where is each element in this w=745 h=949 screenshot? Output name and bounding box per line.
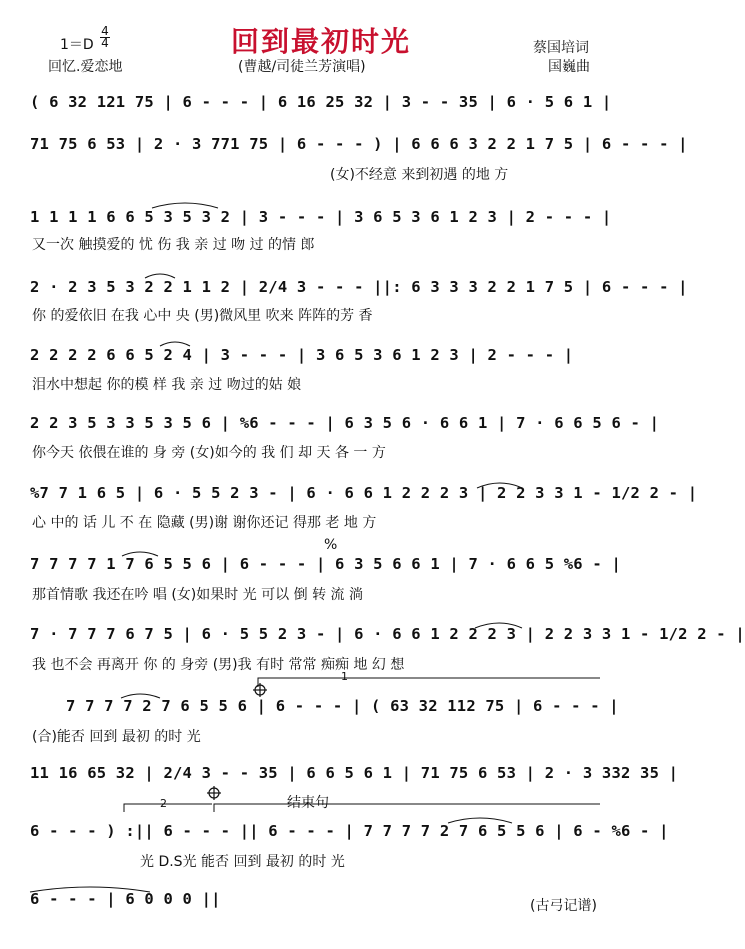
- page-title: 回到最初时光: [230, 25, 411, 58]
- volta-2-number: 2: [160, 797, 167, 810]
- coda-bracket: [214, 804, 600, 812]
- lyric-row-9: 我 也不会 再离开 你 的 身旁 (男)我 有时 常常 痴痴 地 幻 想: [32, 657, 405, 673]
- singer-credit: (曹越/司徒兰芳演唱): [238, 59, 366, 75]
- notation-row-11: 11 16 65 32 | 2/4 3 - - 35 | 6 6 5 6 1 | 71 75 6 53 | 2 · 3 332 35 |: [30, 764, 679, 782]
- volta-1-bracket: [258, 678, 600, 687]
- lyric-row-5: 泪水中想起 你的模 样 我 亲 过 吻过的姑 娘: [32, 377, 302, 393]
- composer-credit: 国巍曲: [548, 59, 590, 75]
- time-top: 4: [101, 24, 109, 38]
- notation-row-9: 7 · 7 7 7 6 7 5 | 6 · 5 5 2 3 - | 6 · 6 6 1 2 2 2 3 | 2 2 3 3 1 - 1/2 2 - |: [30, 625, 745, 643]
- key-signature: 1＝D: [60, 37, 94, 53]
- lyric-row-4: 你 的爱依旧 在我 心中 央 (男)微风里 吹来 阵阵的芳 香: [32, 308, 373, 324]
- lyric-row-6: 你今天 依偎在谁的 身 旁 (女)如今的 我 们 却 天 各 一 方: [32, 445, 386, 461]
- notation-row-7: %7 7 1 6 5 | 6 · 5 5 2 3 - | 6 · 6 6 1 2 2 2 3 | 2 2 3 3 1 - 1/2 2 - |: [30, 484, 698, 502]
- slur-6: [475, 623, 522, 628]
- segno-sign: %: [324, 537, 338, 553]
- notation-row-10: 7 7 7 7 2 7 6 5 5 6 | 6 - - - | ( 63 32 112 75 | 6 - - - |: [66, 697, 619, 715]
- tie-final: [30, 887, 150, 892]
- lyric-row-10: (合)能否 回到 最初 的时 光: [32, 729, 201, 745]
- volta-2-bracket: [124, 804, 212, 812]
- notation-row-3: 1 1 1 1 6 6 5 3 5 3 2 | 3 - - - | 3 6 5 3 6 1 2 3 | 2 - - - |: [30, 208, 612, 226]
- slur-8: [448, 818, 512, 823]
- transcriber-credit: (古弓记谱): [530, 898, 597, 914]
- notation-row-8: 7 7 7 7 1 7 6 5 5 6 | 6 - - - | 6 3 5 6 6 1 | 7 · 6 6 5 %6 - |: [30, 555, 621, 573]
- slur-4: [122, 552, 158, 556]
- lyric-row-8: 那首情歌 我还在吟 唱 (女)如果时 光 可以 倒 转 流 淌: [32, 587, 363, 603]
- time-bottom: 4: [101, 36, 109, 50]
- lyric-row-2: (女)不经意 来到初遇 的地 方: [330, 167, 509, 183]
- slur-5: [477, 483, 522, 488]
- lyric-row-7: 心 中的 话 儿 不 在 隐藏 (男)谢 谢你还记 得那 老 地 方: [32, 515, 377, 531]
- slur-2: [145, 274, 175, 278]
- slur-7: [121, 694, 160, 698]
- notation-row-5: 2 2 2 2 6 6 5 2 4 | 3 - - - | 3 6 5 3 6 1 2 3 | 2 - - - |: [30, 346, 574, 364]
- notation-row-1: ( 6 32 121 75 | 6 - - - | 6 16 25 32 | 3 - - 35 | 6 · 5 6 1 |: [30, 93, 612, 111]
- slur-1: [152, 203, 218, 208]
- notation-row-13: 6 - - - | 6 0 0 0 ||: [30, 890, 221, 908]
- coda-label: 结束句: [287, 795, 329, 811]
- lyric-row-3: 又一次 触摸爱的 忧 伤 我 亲 过 吻 过 的情 郎: [32, 237, 315, 253]
- lyric-row-12: 光 D.S光 能否 回到 最初 的时 光: [140, 854, 345, 870]
- album-name: 回忆.爱恋地: [48, 59, 123, 75]
- notation-row-6: 2 2 3 5 3 3 5 3 5 6 | %6 - - - | 6 3 5 6 · 6 6 1 | 7 · 6 6 5 6 - |: [30, 414, 660, 432]
- volta-1-number: 1: [341, 670, 348, 683]
- notation-row-4: 2 · 2 3 5 3 2 2 1 1 2 | 2/4 3 - - - ||: 6 3 3 3 2 2 1 7 5 | 6 - - - |: [30, 278, 688, 296]
- notation-row-2: 71 75 6 53 | 2 · 3 771 75 | 6 - - - ) | 6 6 6 3 2 2 1 7 5 | 6 - - - |: [30, 135, 688, 153]
- slur-3: [160, 342, 190, 346]
- notation-row-12: 6 - - - ) :|| 6 - - - || 6 - - - | 7 7 7 7 2 7 6 5 5 6 | 6 - %6 - |: [30, 822, 669, 840]
- lyricist-credit: 蔡国培词: [533, 40, 589, 56]
